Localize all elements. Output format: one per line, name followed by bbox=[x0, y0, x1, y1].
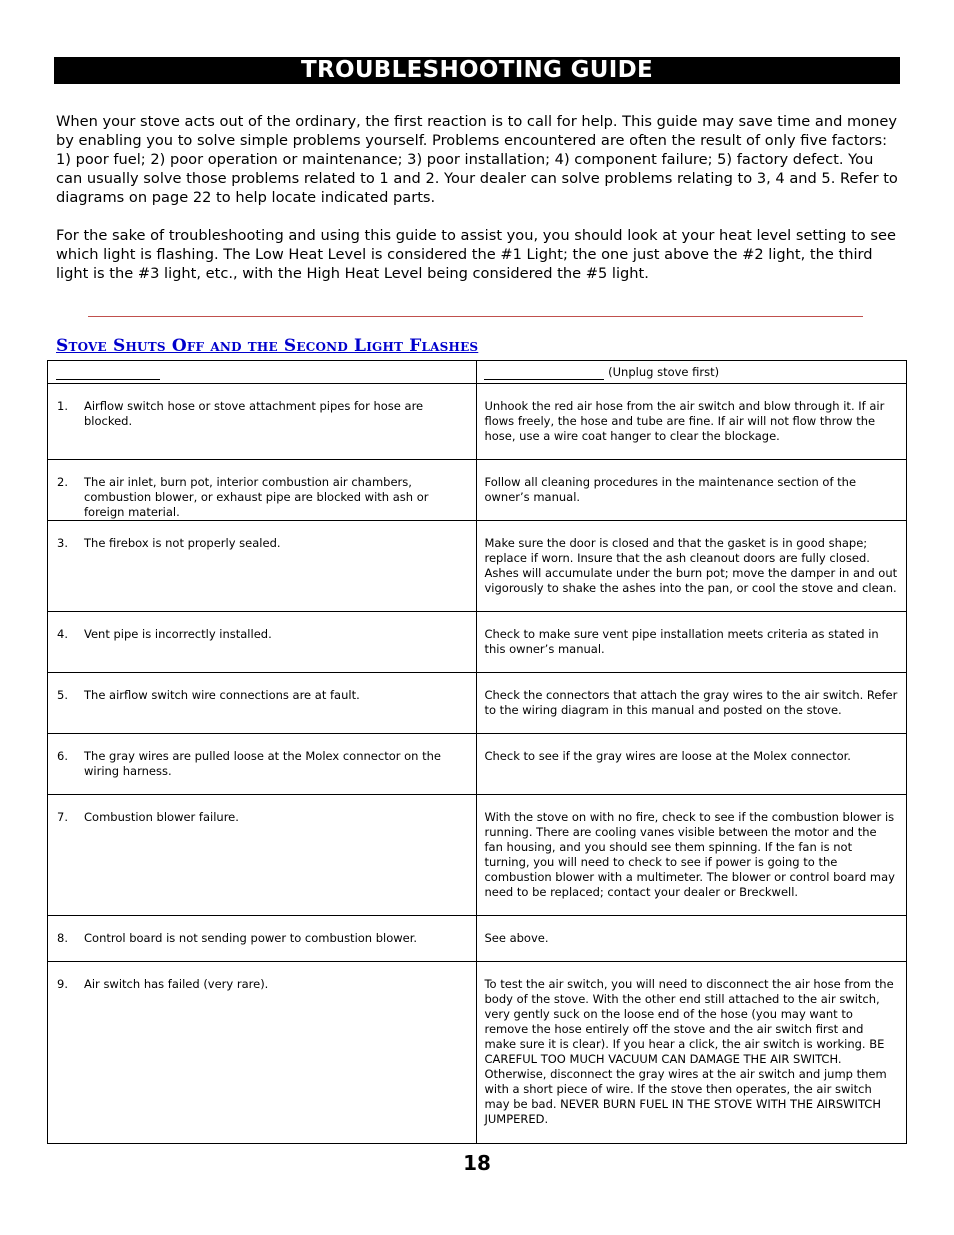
cause-text: Vent pipe is incorrectly installed. bbox=[84, 627, 272, 641]
solution-text-continued: Otherwise, disconnect the gray wires at the air switch and jump them with a short piece of wire. If the stove then operates, the air switch may be bad. NEVER BURN FUEL IN THE STOVE WITH THE AIRSWITCH JUMPERED. bbox=[484, 1067, 887, 1126]
page-number: 18 bbox=[463, 1151, 491, 1175]
row-number: 1. bbox=[57, 399, 68, 413]
solution-text: Follow all cleaning procedures in the maintenance section of the owner’s manual. bbox=[484, 475, 857, 504]
table-row bbox=[48, 460, 907, 521]
table-header-row bbox=[48, 361, 907, 384]
row-number: 5. bbox=[57, 688, 68, 702]
table-row bbox=[48, 734, 907, 795]
header-solution-cell bbox=[477, 361, 907, 384]
solution-text: Check the connectors that attach the gray wires to the air switch. Refer to the wiring diagram in this manual and posted on the stove. bbox=[484, 688, 898, 717]
table-row bbox=[48, 673, 907, 734]
solution-text: Check to see if the gray wires are loose at the Molex connector. bbox=[484, 749, 851, 763]
cause-text: The firebox is not properly sealed. bbox=[84, 536, 281, 550]
cause-text: Combustion blower failure. bbox=[84, 810, 239, 824]
solution-text: See above. bbox=[484, 931, 549, 945]
table-row bbox=[48, 521, 907, 612]
troubleshooting-table bbox=[47, 360, 907, 1144]
blank-underline bbox=[56, 365, 160, 380]
cause-text: Airflow switch hose or stove attachment pipes for hose are blocked. bbox=[84, 399, 424, 428]
header-note: (Unplug stove first) bbox=[608, 365, 720, 379]
cause-text: The air inlet, burn pot, interior combustion air chambers, combustion blower, or exhaust pipe are blocked with ash or foreign material. bbox=[84, 475, 429, 519]
row-number: 8. bbox=[57, 931, 68, 945]
row-number: 6. bbox=[57, 749, 68, 763]
row-number: 4. bbox=[57, 627, 68, 641]
cause-text: Control board is not sending power to combustion blower. bbox=[84, 931, 418, 945]
table-row bbox=[48, 612, 907, 673]
cause-text: The airflow switch wire connections are at fault. bbox=[84, 688, 360, 702]
table-row bbox=[48, 384, 907, 460]
section-heading: Stove Shuts Off and the Second Light Flashes bbox=[56, 336, 479, 356]
row-number: 7. bbox=[57, 810, 68, 824]
row-number: 9. bbox=[57, 977, 68, 991]
solution-text: Make sure the door is closed and that the gasket is in good shape; replace if worn. Insure that the ash cleanout doors are fully closed. Ashes will accumulate under the burn pot; move the damper in and out vigorously to shake the ashes into the pan, or cool the stove and clean. bbox=[484, 536, 898, 595]
table-row bbox=[48, 795, 907, 916]
cause-text: The gray wires are pulled loose at the Molex connector on the wiring harness. bbox=[84, 749, 441, 778]
solution-text: To test the air switch, you will need to disconnect the air hose from the body of the stove. With the other end still attached to the air switch, very gently suck on the loose end of the hose (you may want to remove the hose entirely off the stove and the air switch first and make sure it is clear). If you hear a click, the air switch is working. BE CAREFUL TOO MUCH VACUUM CAN DAMAGE THE AIR SWITCH. bbox=[484, 977, 894, 1066]
header-cause-cell bbox=[48, 361, 477, 384]
blank-underline bbox=[484, 365, 604, 380]
intro-paragraph-1: When your stove acts out of the ordinary, the first reaction is to call for help. This guide may save time and money by enabling you to solve simple problems yourself. Problems encountered are often the result of only five factors: 1) poor fuel; 2) poor operation or maintenance; 3) poor installation; 4) component failure; 5) factory defect. You can usually solve those problems related to 1 and 2. Your dealer can solve problems relating to 3, 4 and 5. Refer to diagrams on page 22 to help locate indicated parts. bbox=[56, 113, 898, 206]
solution-text: With the stove on with no fire, check to see if the combustion blower is running. There are cooling vanes visible between the motor and the fan housing, and you should see them spinning. If the fan is not turning, you will need to check to see if power is going to the combustion blower with a multimeter. The blower or control board may need to be replaced; contact your dealer or Breckwell. bbox=[484, 810, 895, 899]
table-row bbox=[48, 916, 907, 962]
page-title: TROUBLESHOOTING GUIDE bbox=[54, 57, 900, 84]
table-row bbox=[48, 962, 907, 1144]
solution-text: Unhook the red air hose from the air switch and blow through it. If air flows freely, the hose and tube are fine. If air will not flow throw the hose, use a wire coat hanger to clear the blockage. bbox=[484, 399, 885, 443]
section-divider bbox=[88, 316, 863, 317]
solution-text: Check to make sure vent pipe installation meets criteria as stated in this owner’s manual. bbox=[484, 627, 879, 656]
row-number: 3. bbox=[57, 536, 68, 550]
row-number: 2. bbox=[57, 475, 68, 489]
cause-text: Air switch has failed (very rare). bbox=[84, 977, 269, 991]
intro-paragraph-2: For the sake of troubleshooting and using this guide to assist you, you should look at your heat level setting to see which light is flashing. The Low Heat Level is considered the #1 Light; the one just above the #2 light, the third light is the #3 light, etc., with the High Heat Level being considered the #5 light. bbox=[56, 227, 896, 282]
